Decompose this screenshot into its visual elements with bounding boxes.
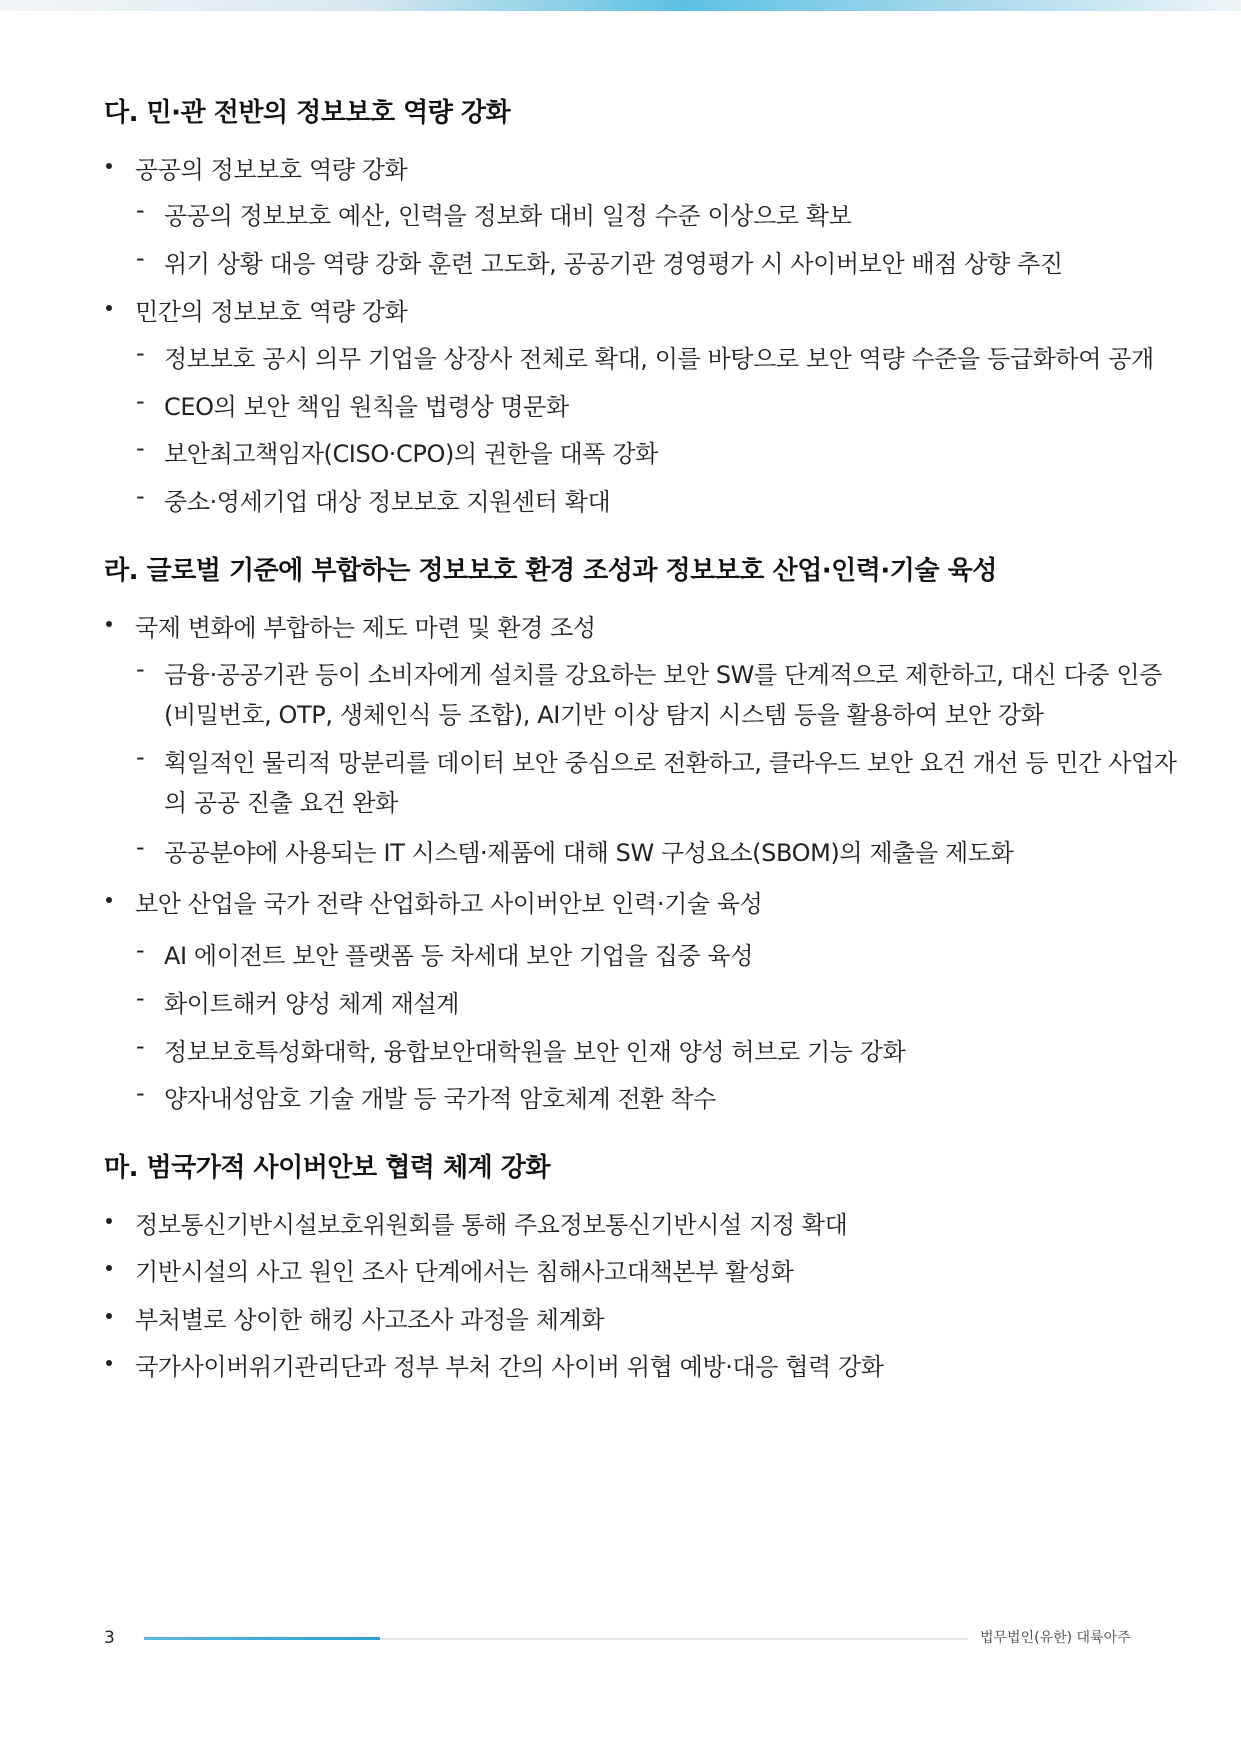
bullet-dot xyxy=(106,1265,112,1271)
section-title-ma: 마. 범국가적 사이버안보 협력 체계 강화 xyxy=(104,1153,550,1183)
bullet-text: 부처별로 상이한 해킹 사고조사 과정을 체계화 xyxy=(135,1306,605,1334)
dash-marker: - xyxy=(136,244,145,272)
page-number: 3 xyxy=(104,1628,115,1648)
footer-firm-name: 법무법인(유한) 대륙아주 xyxy=(980,1630,1131,1646)
bullet-dot xyxy=(106,621,112,627)
footer-divider-accent xyxy=(144,1637,380,1640)
dash-marker: - xyxy=(136,743,145,771)
dash-marker: - xyxy=(136,833,145,861)
dash-marker: - xyxy=(136,655,145,683)
dash-marker: - xyxy=(136,339,145,367)
sub-item-text-line-2: (비밀번호, OTP, 생체인식 등 조합), AI기반 이상 탐지 시스템 등을 활용하여 보안 강화 xyxy=(164,701,1044,729)
sub-item-text: 보안최고책임자(CISO·CPO)의 권한을 대폭 강화 xyxy=(164,440,658,468)
dash-marker: - xyxy=(136,984,145,1012)
section-title-da: 다. 민·관 전반의 정보보호 역량 강화 xyxy=(104,98,511,128)
top-decorative-band xyxy=(0,0,1241,11)
bullet-text: 국제 변화에 부합하는 제도 마련 및 환경 조성 xyxy=(135,614,596,642)
sub-item-text: 위기 상황 대응 역량 강화 훈련 고도화, 공공기관 경영평가 시 사이버보안 배점 상향 추진 xyxy=(164,250,1063,278)
dash-marker: - xyxy=(136,434,145,462)
section-title-ra: 라. 글로벌 기준에 부합하는 정보보호 환경 조성과 정보보호 산업·인력·기술 육성 xyxy=(104,556,997,586)
bullet-dot xyxy=(106,897,112,903)
sub-item-text: 양자내성암호 기술 개발 등 국가적 암호체계 전환 착수 xyxy=(164,1085,716,1113)
dash-marker: - xyxy=(136,482,145,510)
dash-marker: - xyxy=(136,196,145,224)
sub-item-text: 공공분야에 사용되는 IT 시스템·제품에 대해 SW 구성요소(SBOM)의 제출을 제도화 xyxy=(164,839,1014,867)
bullet-text: 공공의 정보보호 역량 강화 xyxy=(135,156,408,184)
bullet-text: 기반시설의 사고 원인 조사 단계에서는 침해사고대책본부 활성화 xyxy=(135,1258,794,1286)
bullet-dot xyxy=(106,1360,112,1366)
bullet-text: 보안 산업을 국가 전략 산업화하고 사이버안보 인력·기술 육성 xyxy=(135,890,763,918)
bullet-text: 정보통신기반시설보호위원회를 통해 주요정보통신기반시설 지정 확대 xyxy=(135,1211,848,1239)
dash-marker: - xyxy=(136,1032,145,1060)
sub-item-text: 정보보호특성화대학, 융합보안대학원을 보안 인재 양성 허브로 기능 강화 xyxy=(164,1038,906,1066)
sub-item-text: 중소·영세기업 대상 정보보호 지원센터 확대 xyxy=(164,488,611,516)
bullet-text: 민간의 정보보호 역량 강화 xyxy=(135,298,408,326)
sub-item-text: 공공의 정보보호 예산, 인력을 정보화 대비 일정 수준 이상으로 확보 xyxy=(164,202,852,230)
bullet-text: 국가사이버위기관리단과 정부 부처 간의 사이버 위협 예방·대응 협력 강화 xyxy=(135,1353,884,1381)
sub-item-text: CEO의 보안 책임 원칙을 법령상 명문화 xyxy=(164,393,569,421)
bullet-dot xyxy=(106,305,112,311)
sub-item-text-line-1: 획일적인 물리적 망분리를 데이터 보안 중심으로 전환하고, 클라우드 보안 요건 개선 등 민간 사업자 xyxy=(164,749,1177,777)
dash-marker: - xyxy=(136,936,145,964)
sub-item-text-line-1: 금융·공공기관 등이 소비자에게 설치를 강요하는 보안 SW를 단계적으로 제한하고, 대신 다중 인증 xyxy=(164,661,1162,689)
sub-item-text: 화이트해커 양성 체계 재설계 xyxy=(164,990,460,1018)
sub-item-text-line-2: 의 공공 진출 요건 완화 xyxy=(164,789,398,817)
bullet-dot xyxy=(106,1218,112,1224)
sub-item-text: AI 에이전트 보안 플랫폼 등 차세대 보안 기업을 집중 육성 xyxy=(164,942,754,970)
bullet-dot xyxy=(106,1313,112,1319)
bullet-dot xyxy=(106,163,112,169)
sub-item-text: 정보보호 공시 의무 기업을 상장사 전체로 확대, 이를 바탕으로 보안 역량 수준을 등급화하여 공개 xyxy=(164,345,1154,373)
dash-marker: - xyxy=(136,387,145,415)
dash-marker: - xyxy=(136,1079,145,1107)
